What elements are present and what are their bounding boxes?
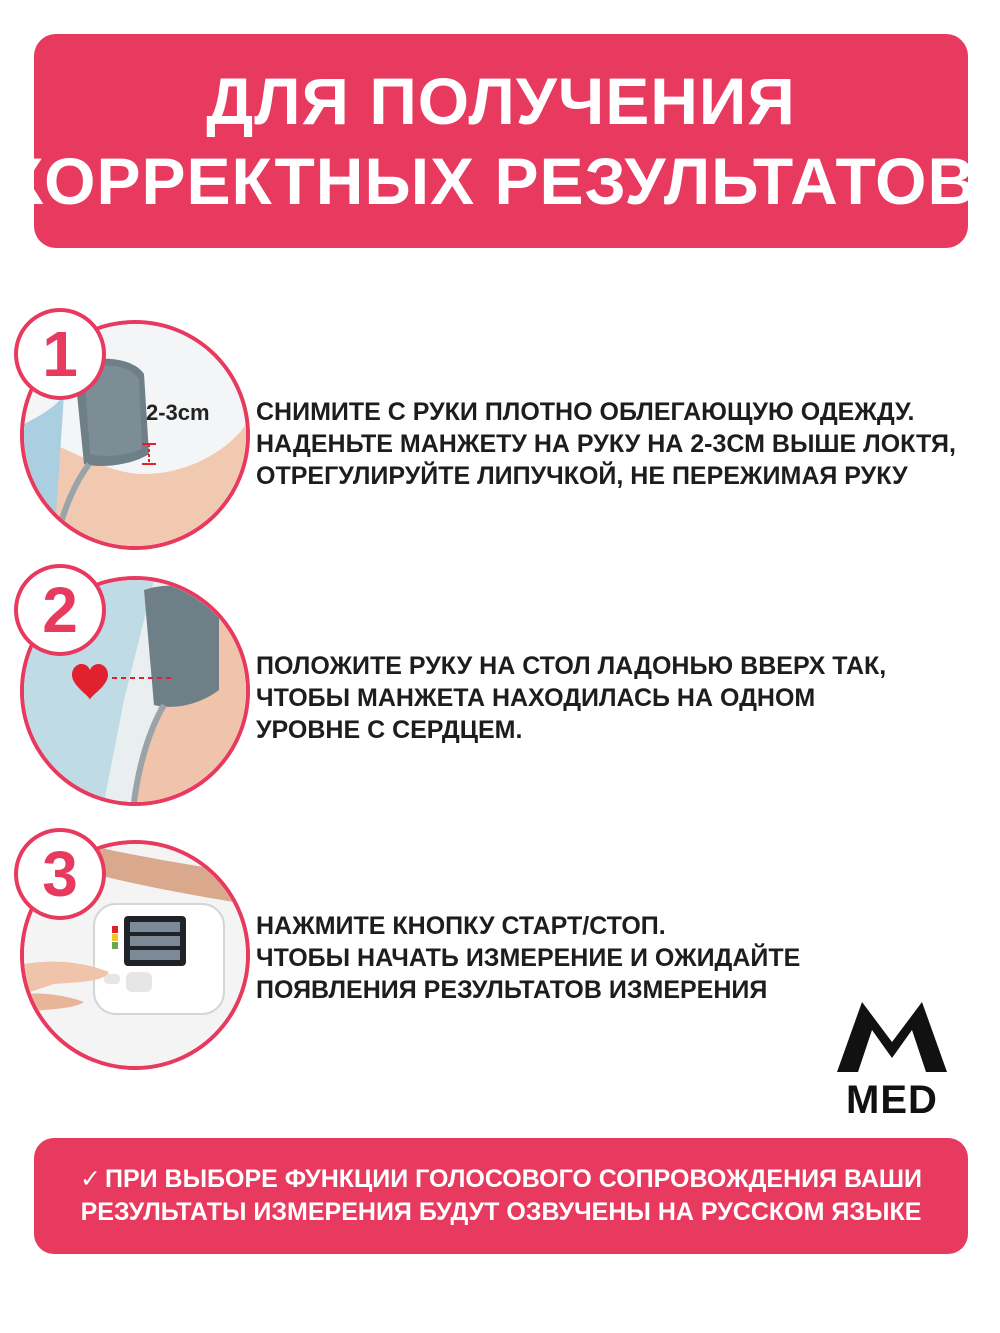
step-2-line-2: ЧТОБЫ МАНЖЕТА НАХОДИЛАСЬ НА ОДНОМ [256,684,816,712]
step-3-number: 3 [14,828,106,920]
footer-banner [34,1138,968,1254]
step-1-text [256,396,996,492]
step-3-line-3: ПОЯВЛЕНИЯ РЕЗУЛЬТАТОВ ИЗМЕРЕНИЯ [256,976,768,1004]
step-2 [14,576,984,816]
footer-line-2: РЕЗУЛЬТАТЫ ИЗМЕРЕНИЯ БУДУТ ОЗВУЧЕНЫ НА РУССКОМ ЯЗЫКЕ [80,1198,922,1226]
step-3-line-1: НАЖМИТЕ КНОПКУ СТАРТ/СТОП. [256,912,666,940]
step-1 [14,320,984,560]
brand-logo-text: MED [846,1078,938,1122]
footer-line-1-text: ПРИ ВЫБОРЕ ФУНКЦИИ ГОЛОСОВОГО СОПРОВОЖДЕНИЯ ВАШИ [104,1165,922,1193]
header-title-line-2: КОРРЕКТНЫХ РЕЗУЛЬТАТОВ: [2,144,1000,218]
step-2-line-3: УРОВНЕ С СЕРДЦЕМ. [256,716,523,744]
brand-logo [832,996,952,1120]
footer-line-1 [80,1163,922,1196]
step-2-number: 2 [14,564,106,656]
header-banner [2,34,1000,248]
step-2-line-1: ПОЛОЖИТЕ РУКУ НА СТОЛ ЛАДОНЬЮ ВВЕРХ ТАК, [256,652,887,680]
cuff-distance-label: 2-3cm [146,400,210,425]
brand-logo-mark-icon [832,996,952,1076]
step-1-line-1: СНИМИТЕ С РУКИ ПЛОТНО ОБЛЕГАЮЩУЮ ОДЕЖДУ. [256,398,915,426]
header-title-line-1: ДЛЯ ПОЛУЧЕНИЯ [206,64,796,138]
checkmark-icon: ✓ [80,1165,101,1193]
step-1-line-2: НАДЕНЬТЕ МАНЖЕТУ НА РУКУ НА 2-3СМ ВЫШЕ ЛОКТЯ, [256,430,956,458]
step-2-text [256,650,996,746]
step-3-text [256,910,996,1006]
step-3-line-2: ЧТОБЫ НАЧАТЬ ИЗМЕРЕНИЕ И ОЖИДАЙТЕ [256,944,801,972]
step-1-number: 1 [14,308,106,400]
step-1-line-3: ОТРЕГУЛИРУЙТЕ ЛИПУЧКОЙ, НЕ ПЕРЕЖИМАЯ РУКУ [256,462,908,490]
